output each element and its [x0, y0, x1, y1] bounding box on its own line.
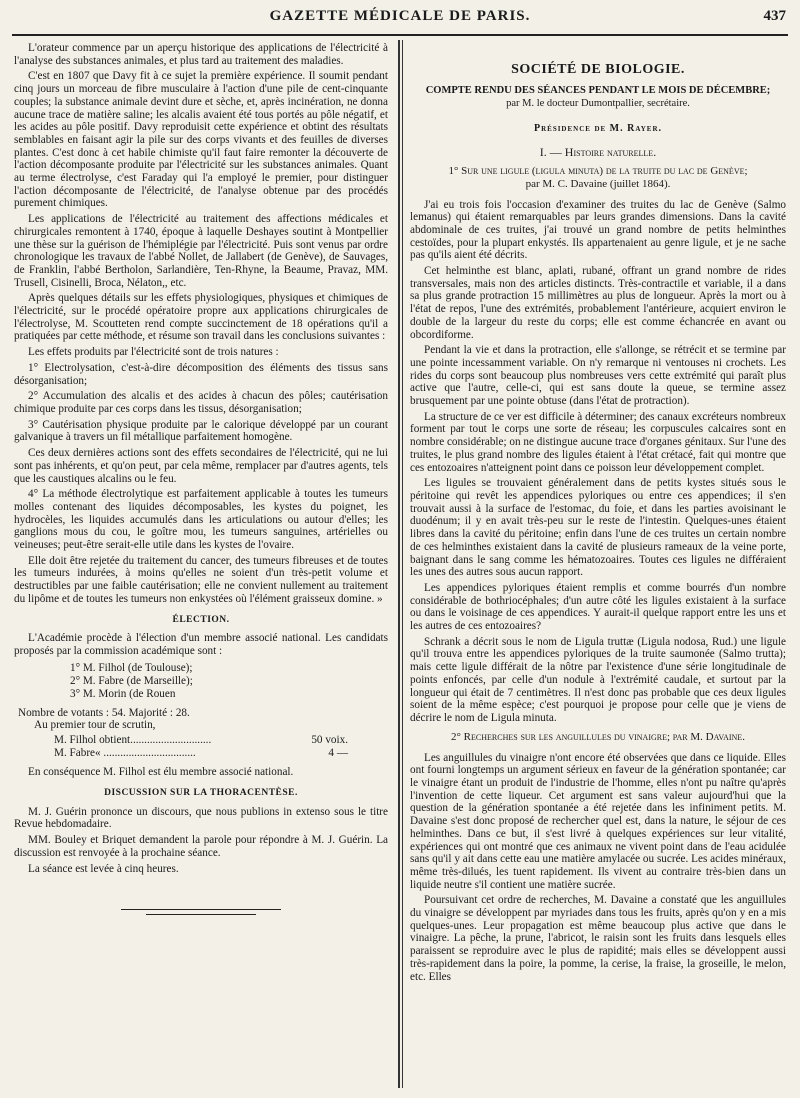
paragraph: Cet helminthe est blanc, aplati, rubané, offrant un grand nombre de rides transversales, mais non des articles distincts. Très-contractile et variable, il a dans sa plus grande protraction 15 millimètres au plus de longueur. Après la mort ou à l'état de repos, l'une des extrémités, probablement l'antérieure, acquiert environ le double de la largeur du reste du corps; elle est comme échancrée en avant ou obcordiforme.: [410, 265, 786, 341]
paragraph: Les applications de l'électricité au traitement des affections médicales et chirurgicales remontent à 1740, époque à laquelle Deshayes soutint à Montpellier une thèse sur la guérison de l'hémiplégie par l'électricité. Puis sont venus par ordre chronologique les travaux de l'abbé Nollet, de Jallabert (de Genève), de Sauvages, de Franklin, l'abbé Bertholon, Sarlandière, Ten-Rhyne, la Beaume, Pravaz, MM. Trusell, Cisinelli, Broca, Nélaton,, etc.: [14, 213, 388, 289]
paragraph: Elle doit être rejetée du traitement du cancer, des tumeurs fibreuses et de toutes les tumeurs indurées, à moins qu'elles ne soient d'un très-petit volume et destructibles par une faible cautérisation; elle ne convient nullement au traitement du lipôme et de toutes les tumeurs non enkystées où l'élément graisseux domine. »: [14, 554, 388, 605]
election-heading: ÉLECTION.: [172, 614, 230, 625]
paragraph: J'ai eu trois fois l'occasion d'examiner des truites du lac de Genève (Salmo lemanus) qui étaient remarquables par leurs grandes dimensions. Dans la cavité abdominale de ces truites, j'ai trouvé un grand nombre de petits helminthes cestoïdes, pour la plupart enkystés. Ils appartenaient au genre ligule, et je ne sache pas qu'ils aient été décrits.: [410, 198, 786, 262]
right-column: [410, 42, 786, 1090]
thoracentese-heading: DISCUSSION SUR LA THORACENTÈSE.: [104, 788, 298, 799]
candidate-item: 1° M. Filhol (de Toulouse);: [70, 661, 193, 674]
end-rule: [121, 909, 281, 910]
paragraph: Les ligules se trouvaient généralement dans de petits kystes situés sous le péritoine qui revêt les appendices pyloriques ou entre ces appendices; il s'en trouvait aussi à la surface de l'estomac, du foie, et dans les parties avoisinant le duodénum; il y en avait très-peu sur le reste de l'intestin. Quelques-unes étaient libres dans la cavité du péritoine; enfin dans l'une de ces truites un certain nombre de ces helminthes existaient dans la cavité de plusieurs rameaux de la veine porte, baignant dans le sang comme les hématozoaires. Toutes ces ligules ne différaient les unes des autres sous aucun rapport.: [410, 477, 786, 579]
paragraph: C'est en 1807 que Davy fit à ce sujet la première expérience. Il soumit pendant cinq jours un morceau de fibre musculaire à l'action d'une pile de cent-cinquante couples; la substance animale devint dure et sèche, et, après incinération, ne donna aucune trace de matière saline; les alcalis avaient été tous portés au pôle négatif, et les acides au pôle positif. Davy reproduisit cette expérience et obtint des résultats semblables en faisant agir la pile sur des corps vivants et des feuilles de diverses plantes. C'est donc à cet habile chimiste qu'il faut faire remonter la découverte de l'action décomposante produite par l'électricité sur les substances animales. Quant au terme électrolyse, c'est Faraday qui l'a employé le premier, pour distinguer l'action décomposante de l'électricité, de l'analyse obtenue par des procédés purement chimiques.: [14, 70, 388, 210]
paragraph: En conséquence M. Filhol est élu membre associé national.: [28, 766, 294, 779]
candidate-item: 2° M. Fabre (de Marseille);: [70, 674, 193, 687]
list-item: 4° La méthode électrolytique est parfaitement applicable à toutes les tumeurs molles contenant des liquides décomposables, les kystes du poignet, les hydrocèles, les liquides accumulés dans les articulations ou autour d'elles; les ganglions mous du cou, le goître mou, les tumeurs sanguines, artérielles ou veineuses; peut-être serait-elle utile dans les kystes de l'ovaire.: [14, 488, 388, 552]
result-name: M. Fabre: [54, 747, 96, 760]
end-rule-short: [146, 914, 256, 915]
result-row: [54, 747, 388, 760]
paragraph: La séance est levée à cinq heures.: [28, 862, 179, 875]
column-divider: [398, 40, 400, 1088]
paragraph: Pendant la vie et dans la protraction, elle s'allonge, se rétrécit et se termine par une pointe incessamment variable. On n'y remarque ni ventouses ni crochets. Les rides du corps sont beaucoup plus nombreuses vers cette extrémité qui paraît plus active que l'autre, celle-ci, qui est sans doute la queue, se termine assez brusquement par une pointe obtuse (dans l'état de protraction).: [410, 344, 786, 408]
paragraph: Les appendices pyloriques étaient remplis et comme bourrés d'un nombre considérable de bothriocéphales; d'un autre côté les ligules existaient à la surface ou dans le voisinage de ces appendices. Y aurait-il quelque rapport entre les uns et les autres de ces entozoaires?: [410, 581, 786, 633]
presidence-heading: Présidence de M. Rayer.: [533, 123, 663, 135]
candidate-list: [70, 662, 388, 701]
article-title: 2° Recherches sur les anguillules du vinaigre; par M. Davaine.: [451, 730, 745, 743]
article-title-line: 1° Sur une ligule (ligula minuta) de la truite du lac de Genève;: [448, 164, 748, 177]
paragraph: Ces deux dernières actions sont des effets secondaires de l'électricité, qui ne lui sont pas inhérents, et qu'on peut, par cela même, remplacer par d'autres agents, tels que les caustiques alcalins ou le feu.: [14, 447, 388, 485]
article-title-author: par M. C. Davaine (juillet 1864).: [525, 177, 671, 190]
vote-results: [54, 734, 388, 760]
left-column: [14, 42, 388, 1090]
paragraph: MM. Bouley et Briquet demandent la parole pour répondre à M. J. Guérin. La discussion est renvoyée à la prochaine séance.: [14, 834, 388, 859]
paragraph: M. J. Guérin prononce un discours, que nous publions in extenso sous le titre Revue hebdomadaire.: [14, 805, 388, 831]
paragraph: Les effets produits par l'électricité sont de trois natures :: [28, 346, 279, 359]
paragraph: L'Académie procède à l'élection d'un membre associé national. Les candidats proposés par la commission académique sont :: [14, 632, 388, 657]
page-header: [0, 0, 800, 36]
article-title: [410, 165, 786, 191]
paragraph: Après quelques détails sur les effets physiologiques, physiques et chimiques de l'électricité, sur le procédé opératoire propre aux applications chirurgicales de l'électrolyse, M. Scoutteten rend compte succinctement de 18 opérations qu'il a pratiquées par cette méthode, et résume son travail dans les conclusions suivantes :: [14, 292, 388, 343]
result-row: [54, 734, 388, 747]
header-rule: [12, 34, 788, 36]
list-item: 1° Electrolysation, c'est-à-dire décomposition des éléments des tissus sans désorganisation;: [14, 361, 388, 387]
part-title: I. — Histoire naturelle.: [539, 144, 657, 159]
result-count: 50 voix.: [311, 734, 348, 747]
page-number: 437: [763, 8, 786, 24]
result-leader: .............................: [130, 734, 212, 747]
paragraph: Les anguillules du vinaigre n'ont encore été observées que dans ce liquide. Elles ont fourni longtemps un argument sérieux en faveur de la génération spontanée; car le vinaigre étant un produit de l'industrie de l'homme, elles n'ont pu naître qu'après l'invention de cette liqueur. Cet argument est sans valeur aujourd'hui que la question de la génération spontanée a été rejetée dans les infiniment petits. M. Davaine s'est donc proposé de rechercher quel est, dans la nature, le séjour de ces helminthes. Dans ce but, il s'est livré à quelques expériences sur leur vitalité, expériences qui ont montré que ces animaux ne vivent point dans de l'eau acidulée sans qu'il y ait dans cette eau une matière amylacée ou sucrée. Les acides minéraux, même très-dilués, les tuent rapidement. Ils vivent au contraire très-bien dans un liquide neutre s'il contient une matière sucrée.: [410, 751, 786, 891]
first-round: Au premier tour de scrutin,: [34, 719, 156, 732]
list-item: 3° Cautérisation physique produite par le calorique développé par un courant galvanique à travers un fil métallique parfaitement homogène.: [14, 418, 388, 444]
result-name: M. Filhol obtient: [54, 734, 131, 747]
result-leader: « .................................: [95, 747, 196, 760]
paragraph: La structure de ce ver est difficile à déterminer; des canaux excréteurs nombreux forment par tout le corps une sorte de réseau; les corpuscules calcaires sont en nombre considérable; on ne distingue aucune trace d'organes génitaux. Sur l'une des truites, le plus grand nombre des ligules étaient à l'état crétacé, fait qui montre que ces entozoaires n'atteignent point dans ce poisson leur développement complet.: [410, 410, 786, 474]
candidate-item: 3° M. Morin (de Rouen: [70, 687, 176, 700]
section-author: par M. le docteur Dumontpallier, secrétaire.: [506, 98, 690, 110]
list-item: 2° Accumulation des alcalis et des acides à chacun des pôles; cautérisation chimique produite par ces corps dans les tissus, désorganisation;: [14, 390, 388, 415]
paragraph: Poursuivant cet ordre de recherches, M. Davaine a constaté que les anguillules du vinaigre se développent par myriades dans tous les fruits, après qu'on y en a mis quelques-unes. Leur propagation est même beaucoup plus active que dans le vinaigre. La pêche, la prune, l'abricot, le raisin sont les fruits dans lesquels elles paraissent se reproduire avec le plus de rapidité; mais elles se développent aussi très-rapidement dans la poire, la pomme, la cerise, la fraise, la groseille, le melon, etc. Elles: [410, 894, 786, 983]
vote-count: Nombre de votants : 54. Majorité : 28.: [18, 706, 190, 719]
paragraph: L'orateur commence par un aperçu historique des applications de l'électricité à l'analyse des substances animales, et plus tard au traitement des maladies.: [14, 42, 388, 67]
paragraph: Schrank a décrit sous le nom de Ligula truttæ (Ligula nodosa, Rud.) une ligule qu'il trouva entre les appendices pyloriques de la truite saumonée (Salmo trutta); mais cette ligule différait de la nôtre par l'existence d'une série longitudinale de points enfoncés, par celle d'un nodule à l'extrémité caudale, et surtout par la longueur qui était de 7 centimètres. Il n'est donc pas probable que ces deux ligules soient de la même espèce; c'est pourquoi je propose pour celle que je viens de décrire le nom de Ligula minuta.: [410, 635, 786, 724]
result-count: 4 —: [328, 747, 348, 760]
running-title: GAZETTE MÉDICALE DE PARIS.: [269, 8, 531, 24]
section-subtitle: COMPTE RENDU DES SÉANCES PENDANT LE MOIS DE DÉCEMBRE;: [425, 84, 771, 96]
section-title: SOCIÉTÉ DE BIOLOGIE.: [511, 62, 685, 77]
